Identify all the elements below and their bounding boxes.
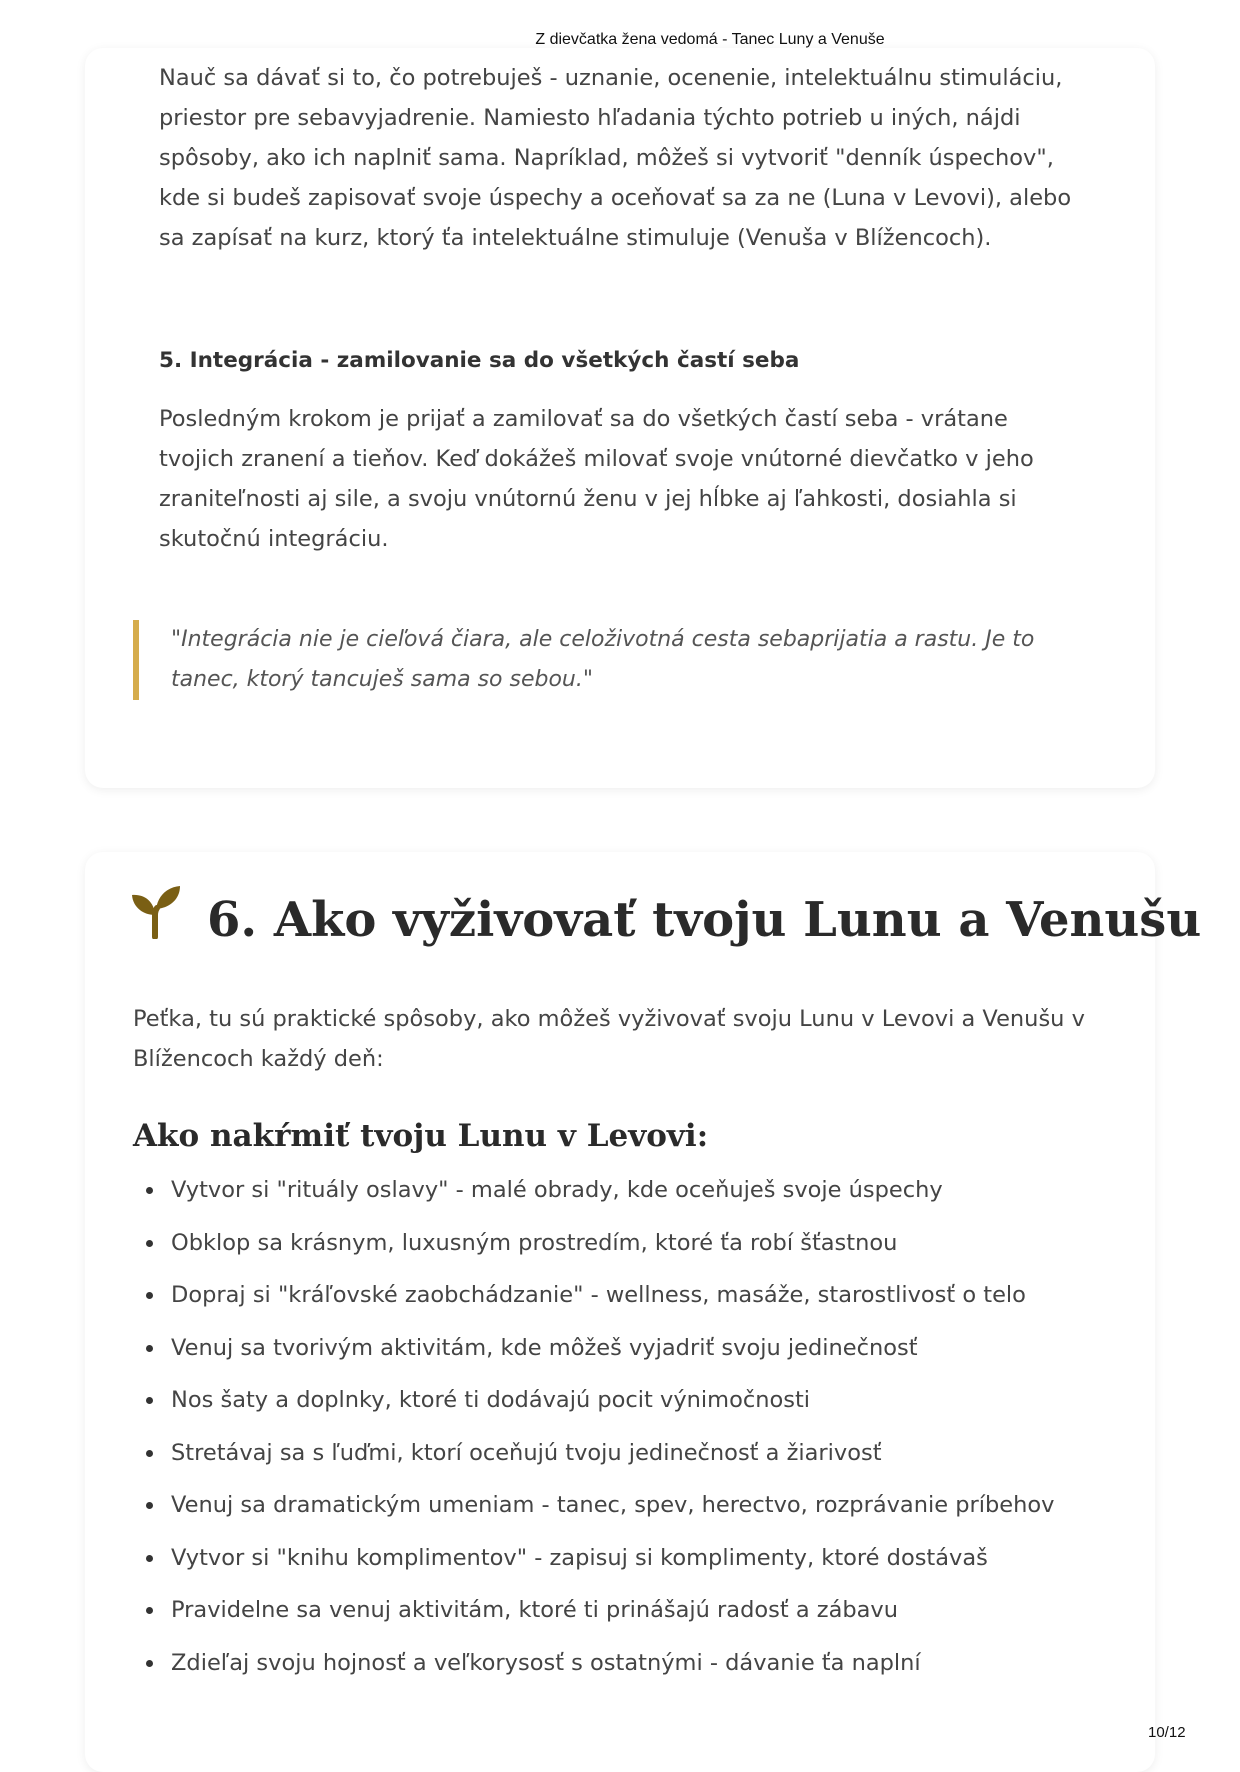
list-item (133, 1595, 1143, 1648)
bullet-icon (146, 1450, 153, 1457)
practice-list (133, 1175, 1143, 1700)
list-item (133, 1490, 1143, 1543)
bullet-icon (146, 1555, 153, 1562)
list-item (133, 1648, 1143, 1701)
bullet-icon (146, 1397, 153, 1404)
list-item-text: Vytvor si "knihu komplimentov" - zapisuj si komplimenty, ktoré dostávaš (171, 1544, 988, 1571)
list-item-text: Obklop sa krásnym, luxusným prostredím, ktoré ťa robí šťastnou (171, 1229, 898, 1256)
section-title: 6. Ako vyživovať tvoju Lunu a Venušu (207, 892, 1202, 948)
list-item (133, 1385, 1143, 1438)
bullet-icon (146, 1607, 153, 1614)
paragraph-integration: Posledným krokom je prijať a zamilovať sa do všetkých častí seba - vrátane tvojich zranení a tieňov. Keď dokážeš milovať svoje vnútorné dievčatko v jeho zraniteľnosti aj sile, a svoju vnútornú ženu v jej hĺbke aj ľahkosti, dosiahla si skutočnú integráciu. (159, 406, 1034, 552)
bullet-icon (146, 1187, 153, 1194)
running-header: Z dievčatka žena vedomá - Tanec Luny a Venuše (535, 31, 885, 48)
list-item-text: Vytvor si "rituály oslavy" - malé obrady, kde oceňuješ svoje úspechy (171, 1177, 943, 1203)
page-number: 10/12 (1148, 1724, 1186, 1741)
section-intro: Peťka, tu sú praktické spôsoby, ako môžeš vyživovať svoju Lunu v Levovi a Venušu v Blížencoch každý deň: (133, 1006, 1085, 1072)
list-item (133, 1280, 1143, 1333)
bullet-icon (146, 1345, 153, 1352)
list-item-text: Dopraj si "kráľovské zaobchádzanie" - wellness, masáže, starostlivosť o telo (171, 1282, 1026, 1308)
bullet-icon (146, 1660, 153, 1667)
blockquote: "Integrácia nie je cieľová čiara, ale celoživotná cesta sebaprijatia a rastu. Je to tanec, ktorý tancuješ sama so sebou." (171, 627, 1035, 692)
list-item (133, 1228, 1143, 1281)
list-item-text: Pravidelne sa venuj aktivitám, ktoré ti prinášajú radosť a zábavu (171, 1597, 899, 1623)
list-item-text: Nos šaty a doplnky, ktoré ti dodávajú pocit výnimočnosti (171, 1387, 811, 1413)
list-item (133, 1543, 1143, 1596)
list-item (133, 1438, 1143, 1491)
list-item (133, 1175, 1143, 1228)
list-item-text: Stretávaj sa s ľuďmi, ktorí oceňujú tvoju jedinečnosť a žiarivosť (171, 1439, 882, 1466)
list-item-text: Zdieľaj svoju hojnosť a veľkorysosť s ostatnými - dávanie ťa naplní (171, 1649, 921, 1676)
list-item-text: Venuj sa dramatickým umeniam - tanec, spev, herectvo, rozprávanie príbehov (171, 1492, 1055, 1518)
quote-accent-bar (133, 620, 139, 700)
bullet-icon (146, 1292, 153, 1299)
sprout-icon (130, 883, 182, 939)
bullet-icon (146, 1502, 153, 1509)
bullet-icon (146, 1240, 153, 1247)
section-subheading: Ako nakŕmiť tvoju Lunu v Levovi: (133, 1118, 709, 1154)
paragraph-self-care: Nauč sa dávať si to, čo potrebuješ - uznanie, ocenenie, intelektuálnu stimuláciu, priestor pre sebavyjadrenie. Namiesto hľadania týchto potrieb u iných, nájdi spôsoby, ako ich naplniť sama. Napríklad, môžeš si vytvoriť "denník úspechov", kde si budeš zapisovať svoje úspechy a oceňovať sa za ne (Luna v Levovi), alebo sa zapísať na kurz, ktorý ťa intelektuálne stimuluje (Venuša v Blížencoch). (159, 65, 1072, 251)
step-heading-integration: 5. Integrácia - zamilovanie sa do všetkých častí seba (159, 348, 800, 373)
list-item-text: Venuj sa tvorivým aktivitám, kde môžeš vyjadriť svoju jedinečnosť (171, 1334, 918, 1361)
list-item (133, 1333, 1143, 1386)
